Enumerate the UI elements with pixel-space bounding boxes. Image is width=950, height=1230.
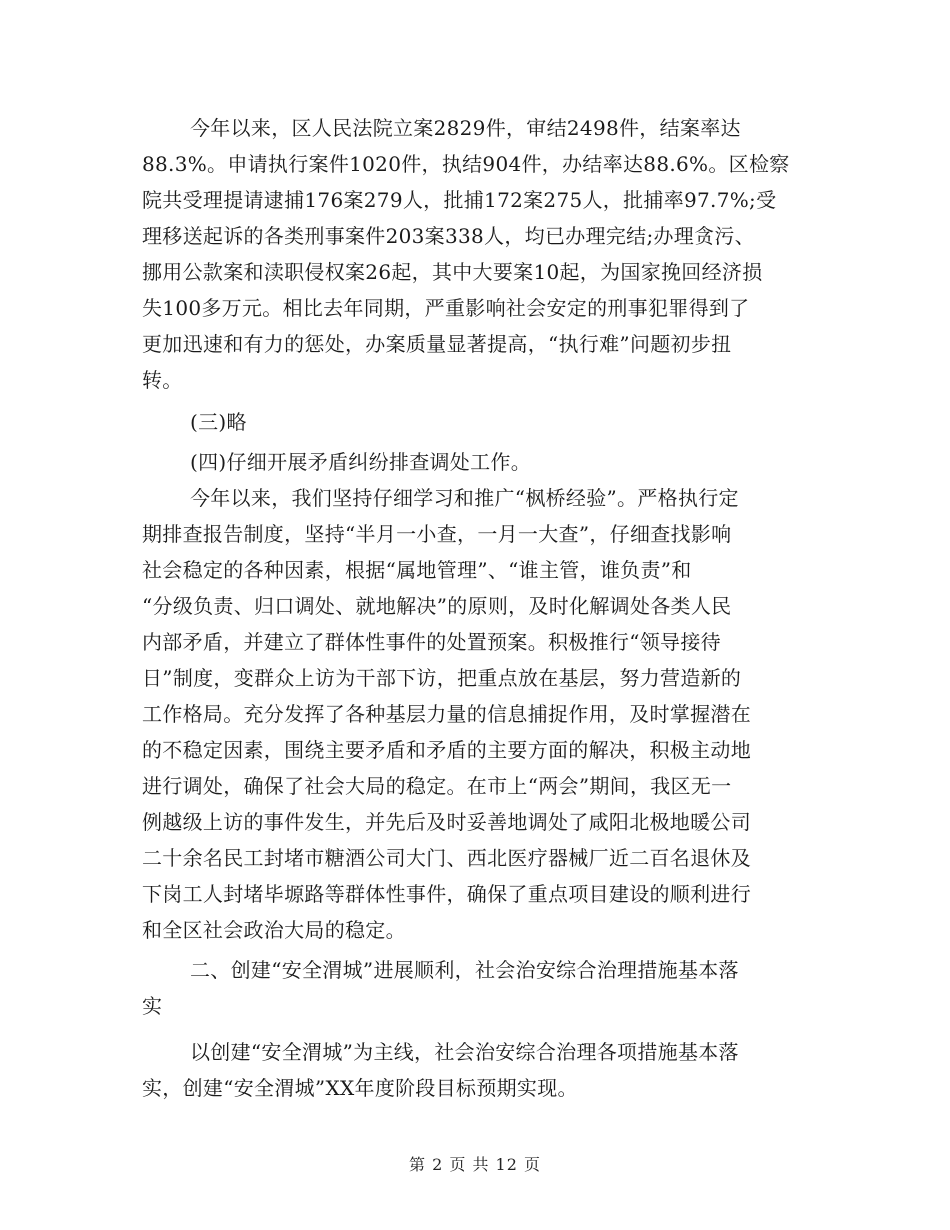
paragraph-line: 理移送起诉的各类刑事案件203案338人，均已办理完结;办理贪污、: [142, 224, 755, 248]
section-title: 实: [142, 994, 163, 1018]
paragraph-line: 更加迅速和有力的惩处，办案质量显著提高，“执行难”问题初步扭: [142, 332, 732, 356]
section-heading: (三)略: [190, 410, 247, 434]
paragraph-line: 日”制度，变群众上访为干部下访，把重点放在基层，努力营造新的: [142, 666, 742, 690]
paragraph-line: 挪用公款案和渎职侵权案26起，其中大要案10起，为国家挽回经济损: [142, 260, 763, 284]
paragraph-line: 进行调处，确保了社会大局的稳定。在市上“两会”期间，我区无一: [142, 774, 732, 798]
paragraph-line: 社会稳定的各种因素，根据“属地管理”、“谁主管，谁负责”和: [142, 558, 692, 582]
paragraph-line: 失100多万元。相比去年同期，严重影响社会安定的刑事犯罪得到了: [142, 296, 750, 320]
paragraph-line: 以创建“安全渭城”为主线，社会治安综合治理各项措施基本落: [190, 1040, 739, 1064]
paragraph-line: 转。: [142, 368, 183, 392]
paragraph-line: 和全区社会政治大局的稳定。: [142, 918, 406, 942]
page-number-footer: 第 2 页 共 12 页: [409, 1155, 541, 1174]
section-heading: (四)仔细开展矛盾纠纷排查调处工作。: [190, 450, 532, 474]
paragraph-line: 今年以来，区人民法院立案2829件，审结2498件，结案率达: [190, 116, 741, 140]
paragraph-line: 例越级上访的事件发生，并先后及时妥善地调处了咸阳北极地暖公司: [142, 810, 751, 834]
paragraph-line: 的不稳定因素，围绕主要矛盾和矛盾的主要方面的解决，积极主动地: [142, 738, 751, 762]
paragraph-line: 工作格局。充分发挥了各种基层力量的信息捕捉作用，及时掌握潜在: [142, 702, 751, 726]
paragraph-line: 二十余名民工封堵市糖酒公司大门、西北医疗器械厂近二百名退休及: [142, 846, 751, 870]
paragraph-line: 实，创建“安全渭城”XX年度阶段目标预期实现。: [142, 1076, 578, 1100]
paragraph-line: 院共受理提请逮捕176案279人，批捕172案275人，批捕率97.7%;受: [142, 188, 777, 212]
paragraph-line: 下岗工人封堵毕塬路等群体性事件，确保了重点项目建设的顺利进行: [142, 882, 751, 906]
paragraph-line: 期排查报告制度，坚持“半月一小查，一月一大查”，仔细查找影响: [142, 522, 732, 546]
paragraph-line: 88.3%。申请执行案件1020件，执结904件，办结率达88.6%。区检察: [142, 152, 790, 176]
paragraph-line: 内部矛盾，并建立了群体性事件的处置预案。积极推行“领导接待: [142, 630, 721, 654]
paragraph-line: 今年以来，我们坚持仔细学习和推广“枫桥经验”。严格执行定: [190, 486, 739, 510]
section-title: 二、创建“安全渭城”进展顺利，社会治安综合治理措施基本落: [190, 958, 739, 982]
paragraph-line: “分级负责、归口调处、就地解决”的原则，及时化解调处各类人民: [142, 594, 732, 618]
